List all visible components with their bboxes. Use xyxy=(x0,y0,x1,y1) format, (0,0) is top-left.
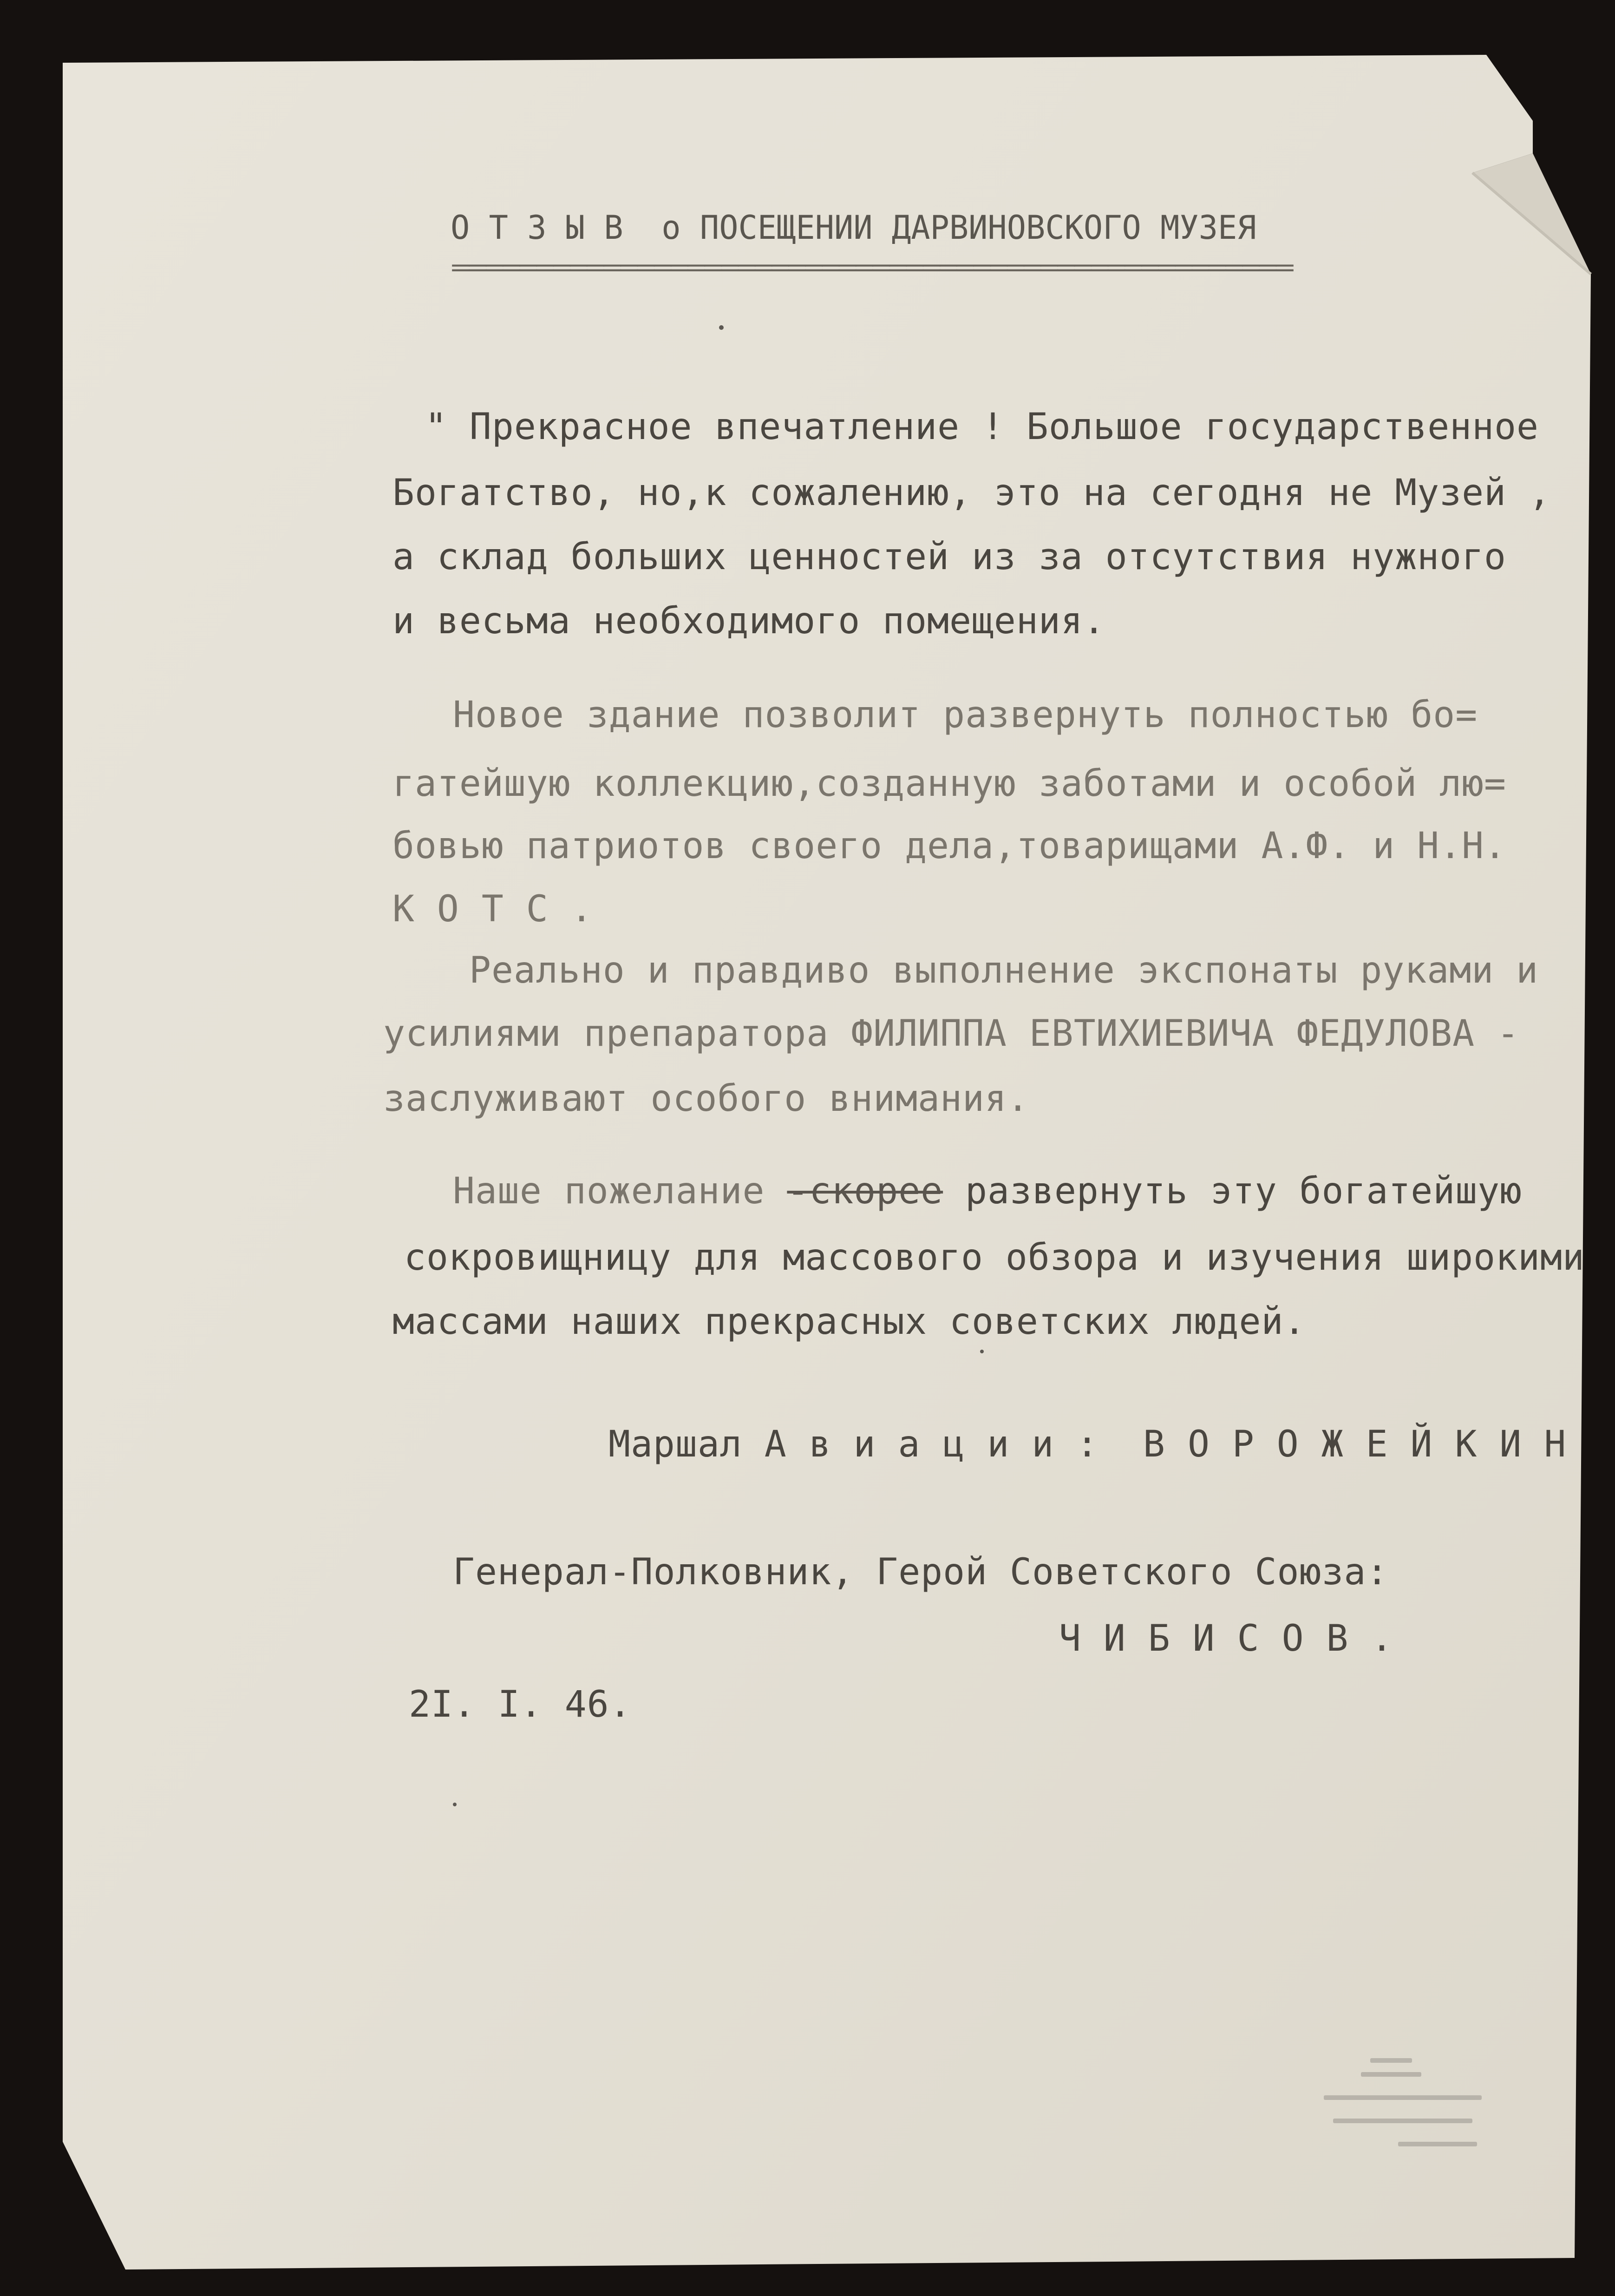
paragraph-1-line-4: и весьма необходимого помещения. xyxy=(392,600,1105,642)
ink-speck xyxy=(719,325,724,330)
ink-speck xyxy=(980,1350,984,1353)
document-date: 2I. I. 46. xyxy=(409,1684,632,1725)
faded-archive-stamp xyxy=(1314,2053,1491,2160)
paragraph-3-line-2: усилиями препаратора ФИЛИППА ЕВТИХИЕВИЧА ФЕДУЛОВА - xyxy=(383,1013,1519,1055)
paragraph-3-line-1: Реально и правдиво выполнение экспонаты руками и xyxy=(469,950,1539,991)
paragraph-1-line-1: " Прекрасное впечатление ! Большое государственное xyxy=(425,406,1539,448)
signature-general-name: Ч И Б И С О В . xyxy=(1059,1618,1393,1660)
title-underline: ================================================== xyxy=(451,254,1291,282)
paragraph-2-line-4: К О Т С . xyxy=(392,888,593,930)
paragraph-4-line-1-end: развернуть эту богатейшую xyxy=(943,1170,1523,1212)
paragraph-4-line-1-start: Наше пожелание xyxy=(453,1170,787,1212)
signature-marshal: Маршал А в и а ц и и : В О Р О Ж Е Й К И Н xyxy=(608,1424,1567,1465)
ink-speck xyxy=(453,1803,457,1806)
paragraph-3-line-3: заслуживают особого внимания. xyxy=(383,1078,1029,1120)
signature-general-title: Генерал-Полковник, Герой Советского Союза: xyxy=(453,1551,1389,1593)
paragraph-4-line-3: массами наших прекрасных советских людей. xyxy=(392,1301,1306,1343)
paragraph-1-line-2: Богатство, но,к сожалению, это на сегодня не Музей , xyxy=(392,472,1551,514)
paragraph-2-line-1: Новое здание позволит развернуть полностью бо= xyxy=(453,694,1478,736)
document-title: О Т З Ы В о ПОСЕЩЕНИИ ДАРВИНОВСКОГО МУЗЕЯ xyxy=(451,209,1256,247)
paragraph-2-line-3: бовью патриотов своего дела,товарищами А.Ф. и Н.Н. xyxy=(392,825,1506,867)
paragraph-4-line-2: сокровищницу для массового обзора и изучения широкими xyxy=(404,1237,1585,1279)
paragraph-2-line-2: гатейшую коллекцию,созданную заботами и особой лю= xyxy=(392,763,1506,805)
paper-body xyxy=(63,55,1591,2270)
paragraph-1-line-3: а склад больших ценностей из за отсутствия нужного xyxy=(392,536,1506,578)
struck-word: -скорее xyxy=(787,1170,943,1212)
paragraph-4-line-1 xyxy=(453,1170,1523,1212)
